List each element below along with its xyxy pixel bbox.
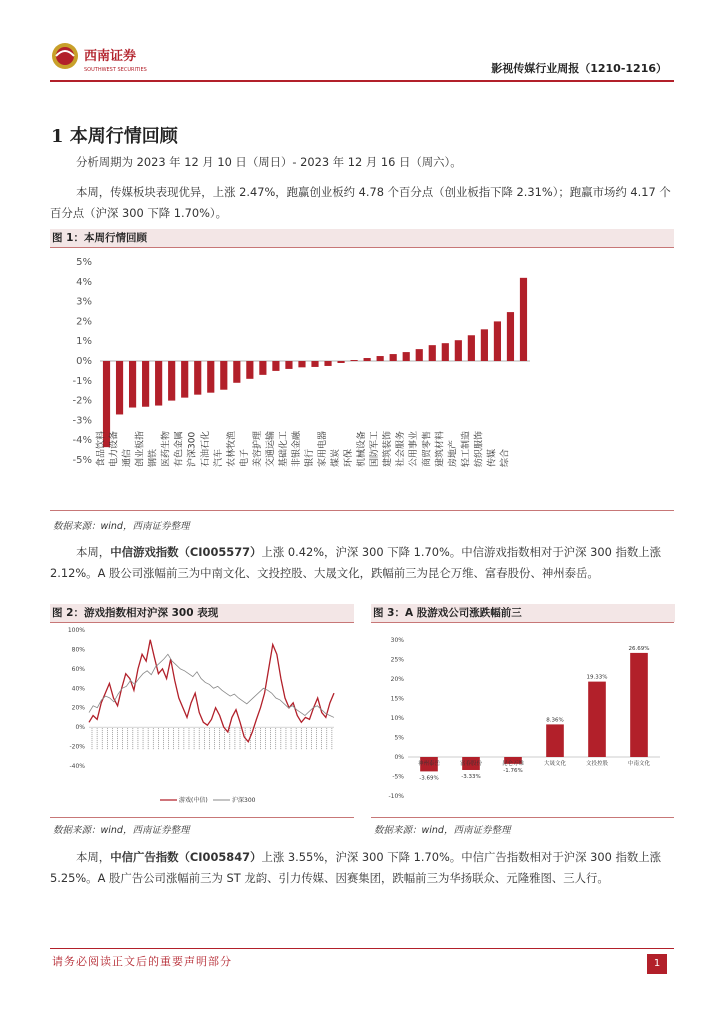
x-tick-label: 沪深300 bbox=[187, 431, 198, 467]
header-divider bbox=[50, 80, 674, 82]
x-tick-label: 交通运输 bbox=[265, 430, 276, 467]
bar bbox=[455, 340, 462, 361]
y-tick-label: 0% bbox=[75, 724, 85, 732]
bar bbox=[416, 349, 423, 361]
company-logo bbox=[50, 38, 170, 78]
x-tick-label: 有色金属 bbox=[174, 430, 185, 467]
fig3-source: 数据来源：wind，西南证券整理 bbox=[374, 825, 511, 836]
bar bbox=[246, 361, 253, 379]
p3-index-name: 中信游戏指数（CI005577） bbox=[110, 545, 262, 559]
data-label: 19.33% bbox=[586, 674, 608, 681]
fig1-source: 数据来源：wind，西南证券整理 bbox=[53, 521, 190, 532]
footer-divider bbox=[50, 948, 674, 949]
x-tick-label: 创业板指 bbox=[135, 430, 146, 467]
y-tick-label: 3% bbox=[76, 296, 92, 308]
bar bbox=[285, 361, 292, 369]
data-label: 26.69% bbox=[628, 645, 650, 652]
data-label: 8.36% bbox=[546, 717, 564, 724]
fig3-top-rule bbox=[371, 622, 674, 623]
p3-body: 上涨 0.42%，沪深 300 下降 1.70%。中信游戏指数相对于沪深 300 指数上涨 2.12%。A 股公司涨幅前三为中南文化、文投控股、大晟文化，跌幅前三为昆仑万维、富春股份、神州泰岳。 bbox=[50, 545, 662, 580]
y-tick-label: -2% bbox=[72, 395, 92, 407]
x-tick-label: 神州泰岳 bbox=[417, 761, 441, 767]
paragraph-ad-index bbox=[50, 847, 675, 889]
bar bbox=[351, 360, 358, 361]
x-tick-label: 电力设备 bbox=[109, 430, 120, 467]
bar bbox=[442, 343, 449, 361]
x-tick-label: 石油石化 bbox=[200, 430, 211, 467]
y-tick-label: 15% bbox=[390, 695, 404, 703]
x-tick-label: 家用电器 bbox=[318, 430, 329, 467]
bar bbox=[588, 682, 606, 757]
bar bbox=[194, 361, 201, 395]
x-tick-label: 传媒 bbox=[487, 448, 498, 467]
footer-disclaimer: 请务必阅读正文后的重要声明部分 bbox=[52, 955, 232, 968]
x-tick-label: 基础化工 bbox=[278, 430, 289, 467]
p4-index-name: 中信广告指数（CI005847） bbox=[110, 850, 262, 864]
x-tick-label: 轻工制造 bbox=[461, 430, 472, 467]
bar bbox=[481, 329, 488, 361]
x-tick-label: 大晟文化 bbox=[543, 761, 567, 767]
fig1-chart bbox=[50, 250, 550, 514]
y-tick-label: -1% bbox=[72, 375, 92, 387]
y-tick-label: -40% bbox=[69, 763, 85, 770]
p4-body: 上涨 3.55%，沪深 300 下降 1.70%。中信广告指数相对于沪深 300 指数上涨 5.25%。A 股广告公司涨幅前三为 ST 龙韵、引力传媒、因赛集团，跌幅前三为华扬联众、元隆雅图、三人行。 bbox=[50, 850, 662, 885]
bar bbox=[181, 361, 188, 398]
y-tick-label: 20% bbox=[390, 676, 404, 683]
data-label: -3.69% bbox=[419, 775, 439, 782]
x-tick-label: 医药生物 bbox=[161, 430, 172, 467]
logo-en: SOUTHWEST SECURITIES bbox=[84, 67, 147, 73]
y-tick-label: 2% bbox=[76, 316, 92, 328]
fig2-source: 数据来源：wind，西南证券整理 bbox=[53, 825, 190, 836]
data-label: -3.33% bbox=[461, 773, 481, 780]
fig1-title: 图 1：本周行情回顾 bbox=[50, 229, 674, 247]
bar bbox=[233, 361, 240, 383]
fig3-title: 图 3：A 股游戏公司涨跌幅前三 bbox=[371, 604, 675, 622]
x-tick-label: 非银金融 bbox=[291, 430, 302, 467]
fig2-title: 图 2：游戏指数相对沪深 300 表现 bbox=[50, 604, 354, 622]
y-tick-label: 100% bbox=[67, 627, 85, 634]
section-title: 1 本周行情回顾 bbox=[51, 126, 178, 147]
period-text: 分析周期为 2023 年 12 月 10 日（周日）- 2023 年 12 月 16 日（周六）。 bbox=[76, 155, 462, 169]
paragraph-game-index bbox=[50, 542, 675, 584]
bar bbox=[324, 361, 331, 366]
x-tick-label: 房地产 bbox=[448, 439, 459, 467]
bar bbox=[207, 361, 214, 393]
x-tick-label: 建筑装饰 bbox=[383, 430, 394, 467]
legend-label: 游戏(中信) bbox=[179, 797, 208, 804]
bar bbox=[377, 356, 384, 361]
x-tick-label: 食品饮料 bbox=[96, 430, 107, 467]
bar bbox=[155, 361, 162, 406]
y-tick-label: 30% bbox=[390, 637, 404, 644]
x-tick-label: 钢铁 bbox=[148, 448, 159, 467]
p3-lead: 本周， bbox=[76, 545, 111, 559]
y-tick-label: 0% bbox=[76, 356, 92, 367]
bar bbox=[116, 361, 123, 414]
bar bbox=[546, 724, 564, 757]
bar bbox=[507, 312, 514, 361]
bar bbox=[272, 361, 279, 371]
y-tick-label: -5% bbox=[72, 455, 92, 466]
x-tick-label: 昆仑万维 bbox=[501, 761, 525, 767]
y-tick-label: 5% bbox=[394, 734, 404, 742]
fig1-bottom-rule bbox=[50, 510, 674, 511]
y-tick-label: 80% bbox=[71, 646, 85, 654]
bar bbox=[129, 361, 136, 408]
y-tick-label: -20% bbox=[69, 743, 85, 751]
y-tick-label: 25% bbox=[390, 656, 404, 664]
x-tick-label: 环保 bbox=[344, 448, 355, 467]
y-tick-label: 60% bbox=[71, 665, 85, 673]
fig1-top-rule bbox=[50, 247, 674, 248]
y-tick-label: -10% bbox=[388, 793, 404, 800]
x-tick-label: 建筑材料 bbox=[435, 430, 446, 467]
bar bbox=[168, 361, 175, 401]
y-tick-label: 0% bbox=[394, 754, 404, 761]
data-label: -1.76% bbox=[503, 767, 523, 774]
x-tick-label: 通信 bbox=[122, 448, 133, 467]
bar bbox=[337, 361, 344, 363]
y-tick-label: -3% bbox=[72, 415, 92, 427]
x-tick-label: 机械设备 bbox=[357, 430, 368, 467]
report-title: 影视传媒行业周报（1210-1216） bbox=[491, 62, 667, 75]
bar bbox=[390, 354, 397, 361]
x-tick-label: 富春股份 bbox=[459, 761, 483, 767]
bar bbox=[429, 345, 436, 361]
fig2-top-rule bbox=[50, 622, 354, 623]
bar bbox=[298, 361, 305, 367]
paragraph-period bbox=[50, 152, 675, 173]
y-tick-label: -4% bbox=[72, 435, 92, 447]
bar bbox=[364, 358, 371, 361]
y-tick-label: -5% bbox=[392, 773, 404, 781]
summary-text: 本周，传媒板块表现优异，上涨 2.47%，跑赢创业板约 4.78 个百分点（创业板指下降 2.31%）；跑赢市场约 4.17 个百分点（沪深 300 下降 1.70%）。 bbox=[50, 185, 671, 220]
series-line bbox=[89, 654, 334, 717]
x-tick-label: 农林牧渔 bbox=[226, 430, 237, 467]
bar bbox=[142, 361, 149, 407]
x-tick-label: 社会服务 bbox=[396, 430, 407, 467]
bar bbox=[220, 361, 227, 390]
series-line bbox=[89, 640, 334, 742]
fig2-chart bbox=[55, 624, 345, 818]
bar bbox=[494, 321, 501, 361]
bar bbox=[520, 278, 527, 361]
x-tick-label: 银行 bbox=[305, 448, 315, 467]
x-tick-label: 美容护理 bbox=[252, 430, 263, 467]
y-tick-label: 5% bbox=[76, 257, 92, 268]
x-tick-label: 商贸零售 bbox=[422, 430, 433, 467]
x-tick-label: 煤炭 bbox=[331, 448, 342, 467]
page-number: 1 bbox=[647, 954, 667, 974]
y-tick-label: 40% bbox=[71, 685, 85, 693]
y-tick-label: 20% bbox=[71, 704, 85, 712]
bar bbox=[403, 352, 410, 361]
x-tick-label: 文投控股 bbox=[585, 761, 609, 767]
paragraph-summary bbox=[50, 182, 675, 224]
logo-cn: 西南证券 bbox=[84, 49, 137, 64]
x-tick-label: 中南文化 bbox=[627, 761, 651, 767]
bar bbox=[630, 653, 648, 757]
x-tick-label: 综合 bbox=[500, 448, 511, 467]
fig3-chart bbox=[378, 630, 670, 814]
y-tick-label: 10% bbox=[390, 715, 404, 722]
bar bbox=[311, 361, 318, 367]
x-tick-label: 汽车 bbox=[213, 448, 224, 467]
legend-label: 沪深300 bbox=[232, 797, 256, 804]
x-tick-label: 国防军工 bbox=[370, 430, 381, 467]
logo-circle-inner bbox=[56, 47, 74, 65]
bar bbox=[259, 361, 266, 375]
y-tick-label: 1% bbox=[76, 336, 92, 348]
x-tick-label: 电子 bbox=[239, 448, 250, 467]
fig2-bottom-rule bbox=[50, 817, 354, 818]
x-tick-label: 公用事业 bbox=[409, 430, 420, 467]
fig3-bottom-rule bbox=[371, 817, 674, 818]
x-tick-label: 纺织服饰 bbox=[474, 430, 485, 467]
bar bbox=[468, 335, 475, 361]
p4-lead: 本周， bbox=[76, 850, 111, 864]
y-tick-label: 4% bbox=[76, 276, 92, 288]
